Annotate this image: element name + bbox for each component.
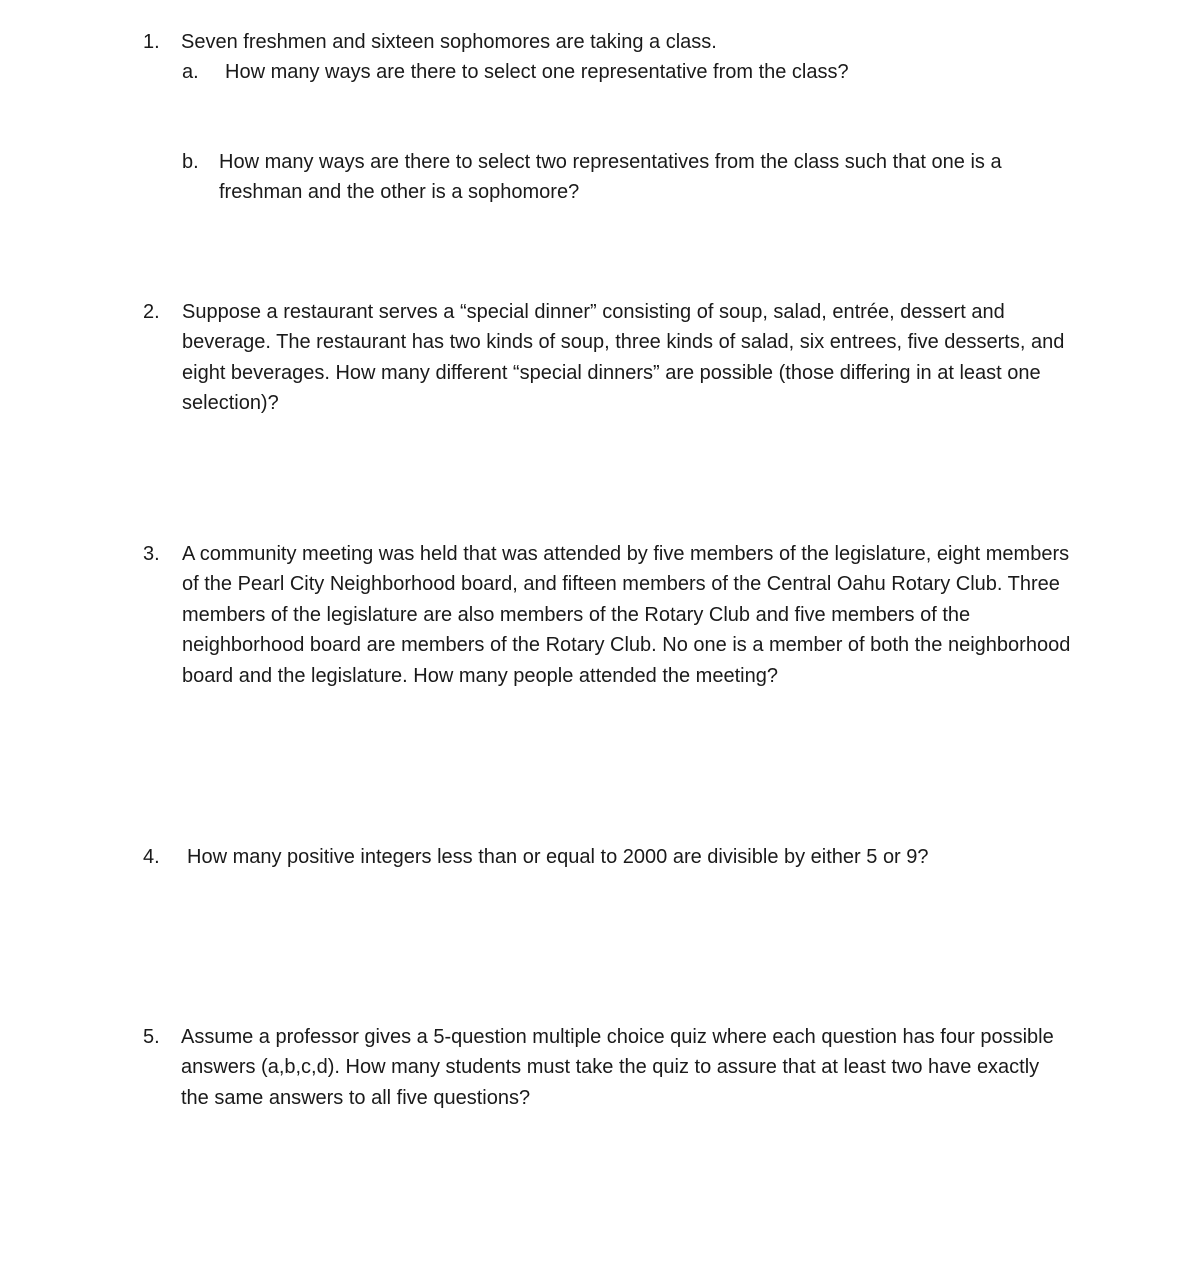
problem-2 <box>0 297 1195 422</box>
problem-4 <box>0 842 1195 874</box>
problem-text: A community meeting was held that was attended by five members of the legislature, eight members of the Pearl City Neighborhood board, and fifteen members of the Central Oahu Rotary Club. Three members of the legislature are also members of the Rotary Club and five members of the neighborhood board are members of the Rotary Club. No one is a member of both the neighborhood board and the legislature. How many people attended the meeting? <box>182 543 1071 687</box>
problem-number: 1. <box>143 31 160 53</box>
problem-number: 5. <box>143 1026 160 1048</box>
problem-text: How many positive integers less than or equal to 2000 are divisible by either 5 or 9? <box>187 846 929 868</box>
problem-text: Assume a professor gives a 5-question multiple choice quiz where each question has four possible answers (a,b,c,d). How many students must take the quiz to assure that at least two have exactly the same answers to all five questions? <box>181 1026 1054 1109</box>
problem-text: Seven freshmen and sixteen sophomores are taking a class. <box>181 31 717 53</box>
problem-1-part-b <box>0 147 1195 211</box>
problem-1 <box>0 27 1195 217</box>
problem-text: Suppose a restaurant serves a “special dinner” consisting of soup, salad, entrée, dessert and beverage. The restaurant has two kinds of soup, three kinds of salad, six entrees, five desserts, and eight beverages. How many different “special dinners” are possible (those differing in at least one selection)? <box>182 301 1065 415</box>
part-label: a. <box>182 61 199 83</box>
part-text: How many ways are there to select one representative from the class? <box>225 61 849 83</box>
problem-1-part-a <box>0 57 1195 89</box>
part-text: How many ways are there to select two representatives from the class such that one is a freshman and the other is a sophomore? <box>219 151 1002 204</box>
problem-number: 3. <box>143 543 160 565</box>
part-label: b. <box>182 151 199 173</box>
problem-number: 4. <box>143 846 160 868</box>
problem-number: 2. <box>143 301 160 323</box>
problem-3 <box>0 539 1195 694</box>
problem-5 <box>0 1022 1195 1117</box>
